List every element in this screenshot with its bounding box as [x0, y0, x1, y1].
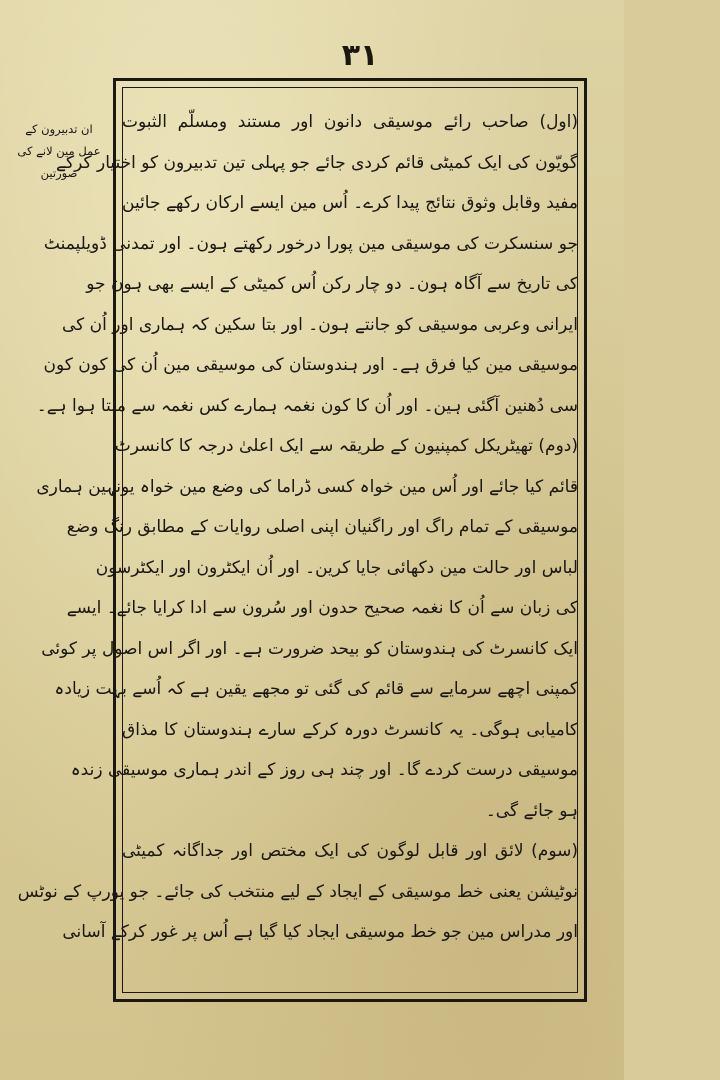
text-line: مفید وقابل وثوق نتائج پیدا کرے۔ اُس مین ایسے ارکان رکھے جائین [122, 193, 578, 213]
text-line: قائم کیا جائے اور اُس مین خواہ کسی ڈراما کی وضع مین خواہ یونہین ہماری [36, 476, 578, 497]
margin-note: ان تدبیرون کے عمل مین لانے کی صورتین [17, 122, 101, 180]
text-line: کی زبان سے اُن کا نغمہ صحیح حدون اور سُرون سے ادا کرایا جائے۔ ایسے [66, 598, 578, 618]
text-line: گویّون کی ایک کمیٹی قائم کردی جائے جو پہلی تین تدبیرون کو اختیار کرکے [56, 152, 578, 173]
text-line: سی دُھنین آگئی ہین۔ اور اُن کا کون نغمہ ہمارے کس نغمہ سے ملتا ہوا ہے۔ [36, 395, 578, 416]
text-line: نوٹیشن یعنی خط موسیقی کے ایجاد کے لیے منتخب کی جائے۔ جو یورپ کے نوٹس [17, 881, 578, 902]
text-line: کامیابی ہوگی۔ یہ کانسرٹ دورہ کرکے سارے ہندوستان کا مذاق [122, 719, 578, 740]
text-line: ہو جائے گی۔ [485, 800, 578, 821]
text-line: موسیقی کے تمام راگ اور راگنیان اپنی اصلی روایات کے مطابق رنگ وضع [66, 517, 578, 537]
text-line: کمپنی اچھے سرمایے سے قائم کی گئی تو مجھے یقین ہے کہ اُسے بہت زیادہ [54, 679, 578, 699]
page-number: ۳۱ [341, 38, 379, 73]
text-line: (سوم) لائق اور قابل لوگون کی ایک مختص اور جداگانہ کمیٹی [122, 841, 578, 861]
text-line: کی تاریخ سے آگاہ ہون۔ دو چار رکن اُس کمیٹی کے ایسے بھی ہون جو [86, 274, 578, 294]
text-line: (دوم) تھیٹریکل کمپنیون کے طریقہ سے ایک اعلیٰ درجہ کا کانسرٹ [114, 436, 578, 456]
text-line: اور مدراس مین جو خط موسیقی ایجاد کیا گیا ہے اُس پر غور کرکے آسانی [62, 922, 578, 942]
text-line: جو سنسکرت کی موسیقی مین پورا درخور رکھتے ہون۔ اور تمدنی ڈویلپمنٹ [43, 233, 578, 254]
text-line: ایرانی وعربی موسیقی کو جانتے ہون۔ اور بتا سکین کہ ہماری اور اُن کی [62, 314, 578, 335]
text-line: ایک کانسرٹ کی ہندوستان کو بیحد ضرورت ہے۔ اور اگر اس اصول پر کوئی [41, 638, 578, 659]
text-line: (اول) صاحب رائے موسیقی دانون اور مستند ومسلّم الثبوت [122, 112, 578, 132]
text-line: موسیقی مین کیا فرق ہے۔ اور ہندوستان کی موسیقی مین اُن کی کون کون [43, 355, 578, 375]
text-line: لباس اور حالت مین دکھائی جایا کرین۔ اور اُن ایکٹرون اور ایکٹرسون [95, 557, 578, 578]
text-line: موسیقی درست کردے گا۔ اور چند ہی روز کے اندر ہماری موسیقی زندہ [70, 760, 578, 780]
